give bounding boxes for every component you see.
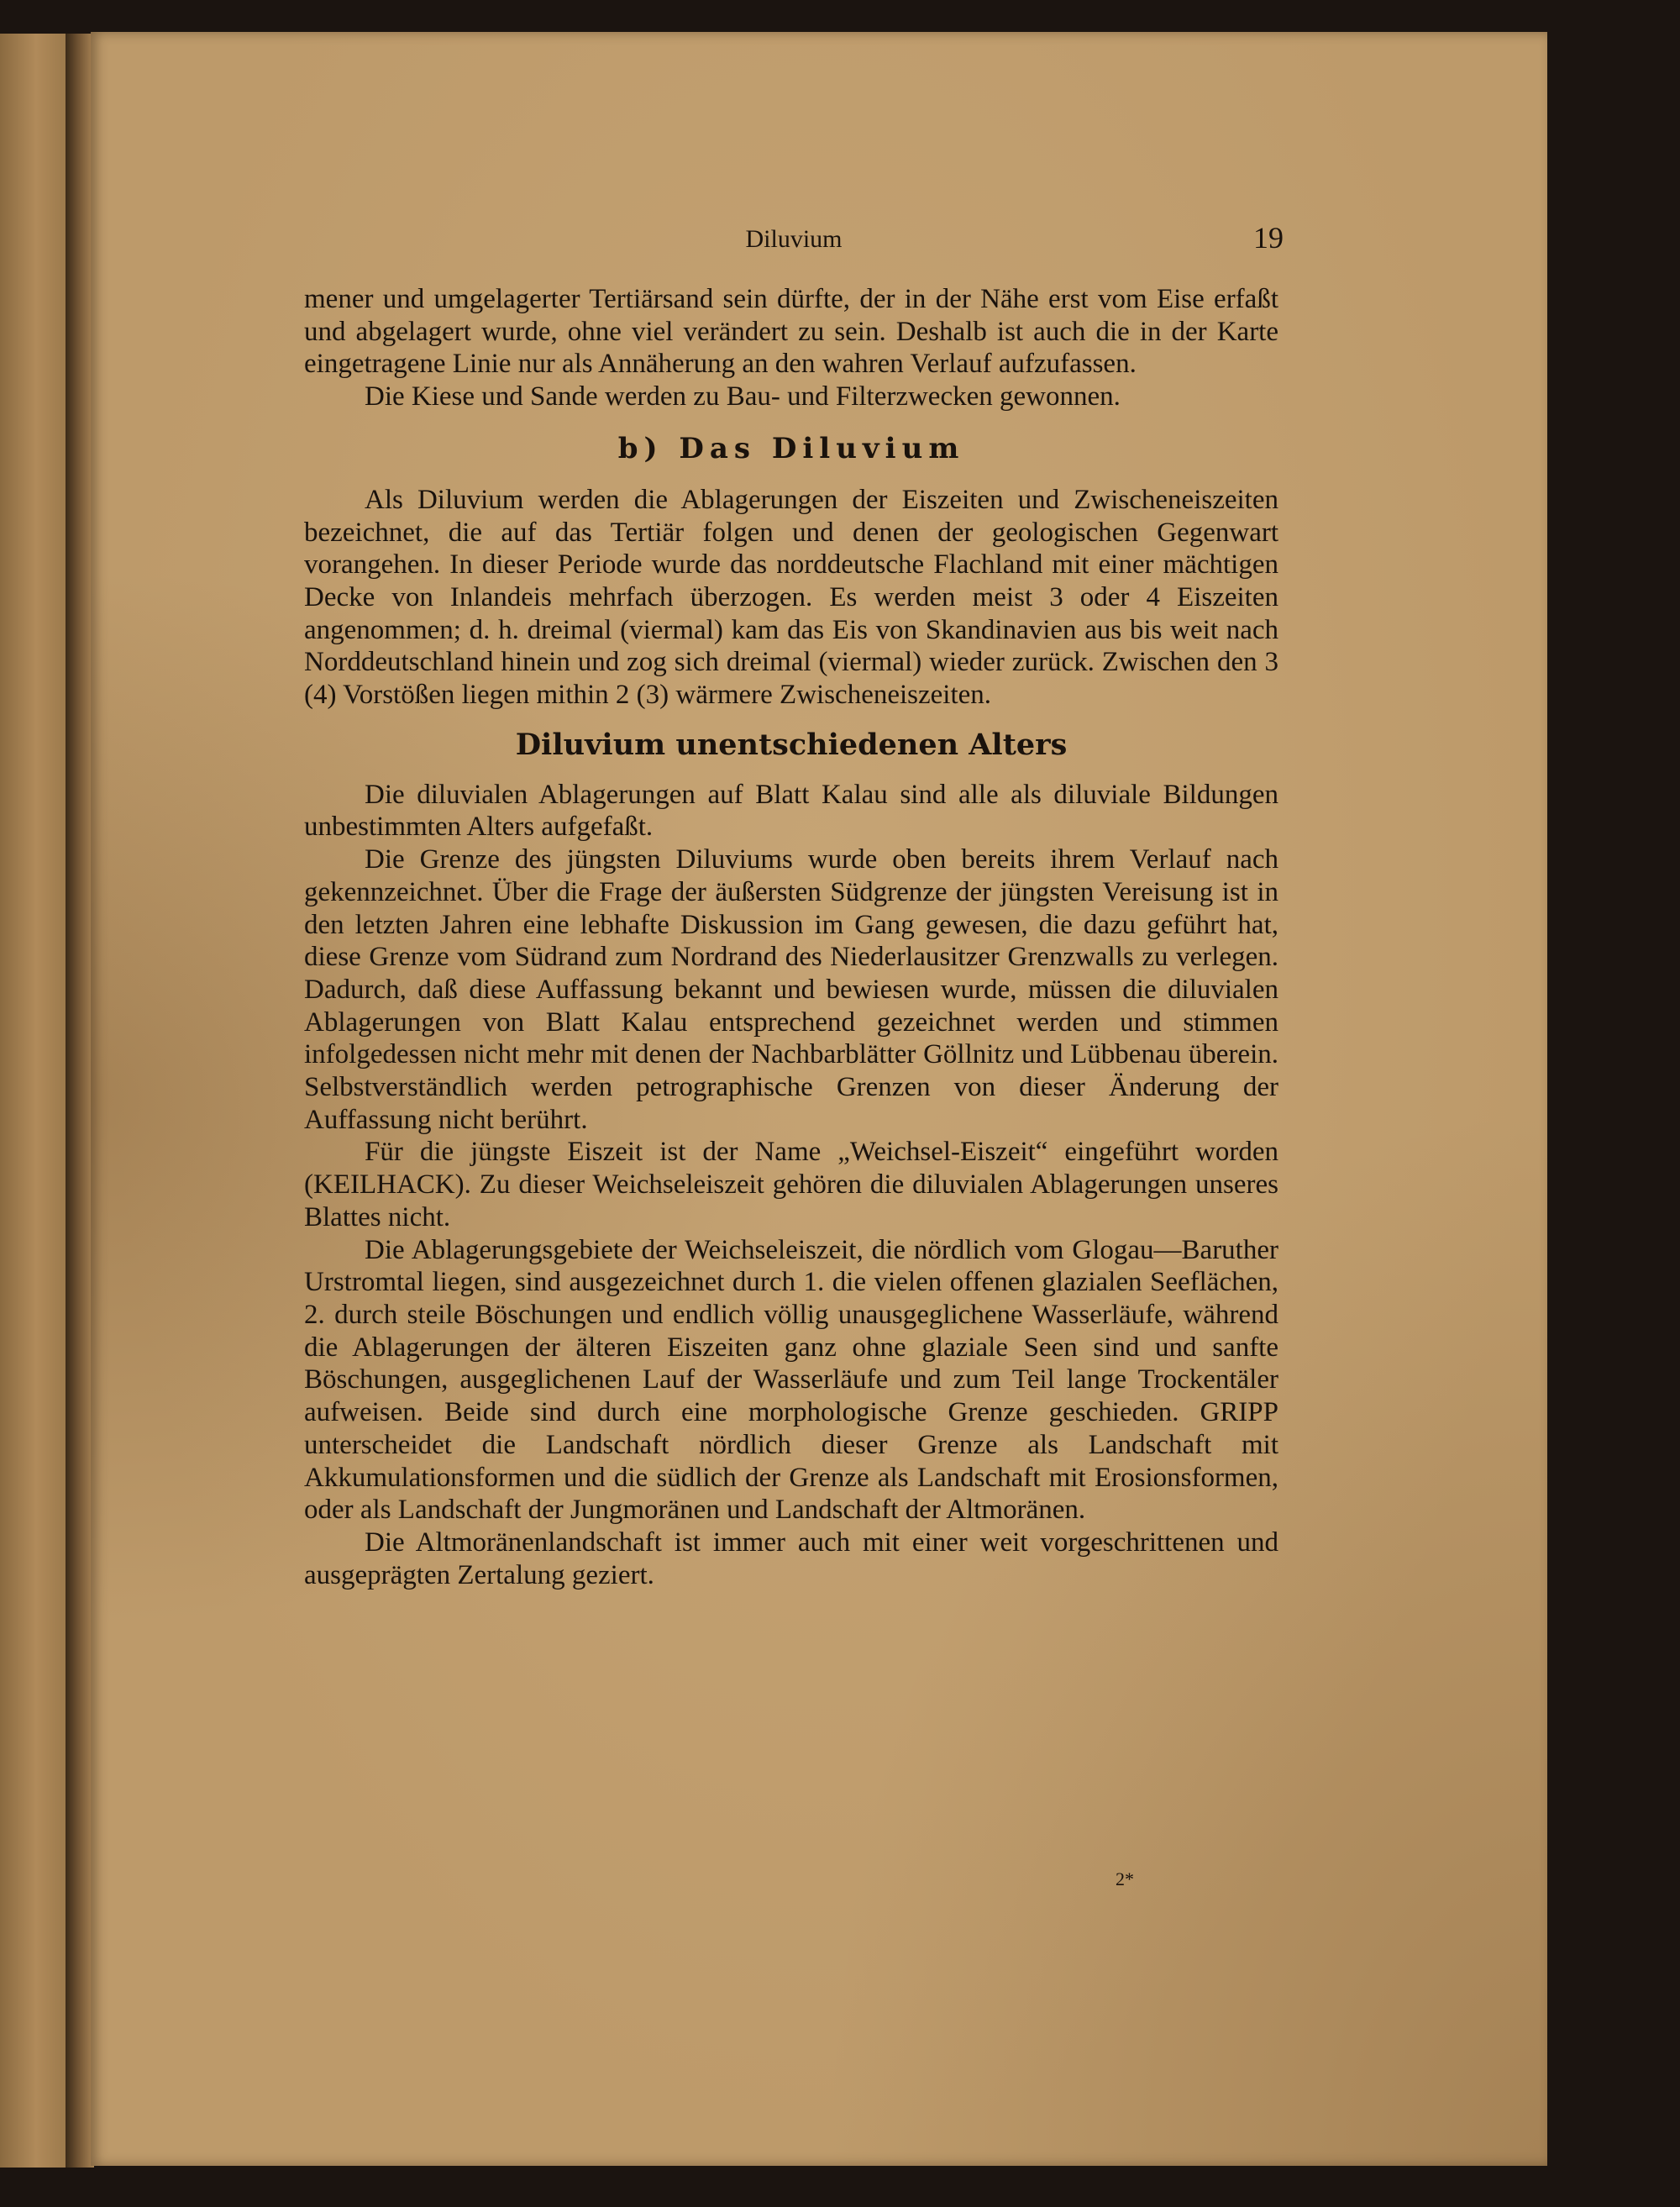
- body-text: [304, 283, 1278, 1591]
- book-gutter: [66, 34, 94, 2168]
- section-c-paragraph-1: Die diluvialen Ablagerungen auf Blatt Kalau sind alle als diluviale Bildungen unbestimmten Alters aufgefaßt.: [304, 779, 1278, 843]
- section-heading-diluvium-unentschiedenen-alters: Diluvium unentschiedenen Alters: [515, 727, 1068, 762]
- intro-paragraph-gravel: Die Kiese und Sande werden zu Bau- und Filterzwecken gewonnen.: [365, 381, 1121, 412]
- running-title: Diluvium: [745, 225, 843, 253]
- section-b-paragraph: Als Diluvium werden die Ablagerungen der Eiszeiten und Zwischeneiszeiten bezeichnet, die auf das Tertiär folgen und denen der geologischen Gegenwart vorangehen. In dieser Periode wurde das norddeutsche Flachland mit einer mächtigen Decke von Inlandeis mehrfach überzogen. Es werden meist 3 oder 4 Eiszeiten angenommen; d. h. dreimal (viermal) kam das Eis von Skandinavien aus bis weit nach Norddeutschland hinein und zog sich dreimal (viermal) wieder zurück. Zwischen den 3 (4) Vorstößen liegen mithin 2 (3) wärmere Zwischeneiszeiten.: [304, 484, 1278, 711]
- section-heading-das-diluvium: b) Das Diluvium: [617, 431, 965, 465]
- section-c-paragraph-4: Die Ablagerungsgebiete der Weichseleiszeit, die nördlich vom Glogau—Baruther Urstromtal liegen, sind ausgezeichnet durch 1. die vielen offenen glazialen Seeflächen, 2. durch steile Böschungen und endlich völlig unausgeglichene Wasserläufe, während die Ablagerungen der älteren Eiszeiten ganz ohne glaziale Seen sind und sanfte Böschungen, ausgeglichenen Lauf der Wasserläufe und zum Teil lange Trockentäler aufweisen. Beide sind durch eine morphologische Grenze geschieden. GRIPP unterscheidet die Landschaft nördlich dieser Grenze als Landschaft mit Akkumulationsformen und die südlich der Grenze als Landschaft mit Erosionsformen, oder als Landschaft der Jungmoränen und Landschaft der Altmoränen.: [304, 1234, 1278, 1526]
- section-c-paragraph-2: Die Grenze des jüngsten Diluviums wurde oben bereits ihrem Verlauf nach gekennzeichnet. Über die Frage der äußersten Südgrenze der jüngsten Vereisung ist in den letzten Jahren eine lebhafte Diskussion im Gang gewesen, die dazu geführt hat, diese Grenze vom Südrand zum Nordrand des Niederlausitzer Grenzwalls zu verlegen. Dadurch, daß diese Auffassung bekannt und bewiesen wurde, müssen die diluvialen Ablagerungen von Blatt Kalau entsprechend gezeichnet werden und stimmen infolgedessen nicht mehr mit denen der Nachbarblätter Göllnitz und Lübbenau überein. Selbstverständlich werden petrographische Grenzen von dieser Änderung der Auffassung nicht berührt.: [304, 844, 1278, 1135]
- section-c-paragraph-5: Die Altmoränenlandschaft ist immer auch mit einer weit vorgeschrittenen und ausgeprägten Zertalung geziert.: [304, 1527, 1278, 1590]
- signature-mark: 2*: [1116, 1868, 1134, 1889]
- running-header: [304, 220, 1284, 260]
- page-number: 19: [1253, 221, 1284, 255]
- facing-page-edge: [0, 34, 66, 2168]
- section-c-paragraph-3: Für die jüngste Eiszeit ist der Name „Weichsel-Eiszeit“ eingeführt worden (KEILHACK). Zu dieser Weichseleiszeit gehören die diluvialen Ablagerungen unseres Blattes nicht.: [304, 1137, 1278, 1232]
- intro-paragraph-continuation: mener und umgelagerter Tertiärsand sein dürfte, der in der Nähe erst vom Eise erfaßt und abgelagert wurde, ohne viel verändert zu sein. Deshalb ist auch die in der Karte eingetragene Linie nur als Annäherung an den wahren Verlauf aufzufassen.: [304, 284, 1278, 380]
